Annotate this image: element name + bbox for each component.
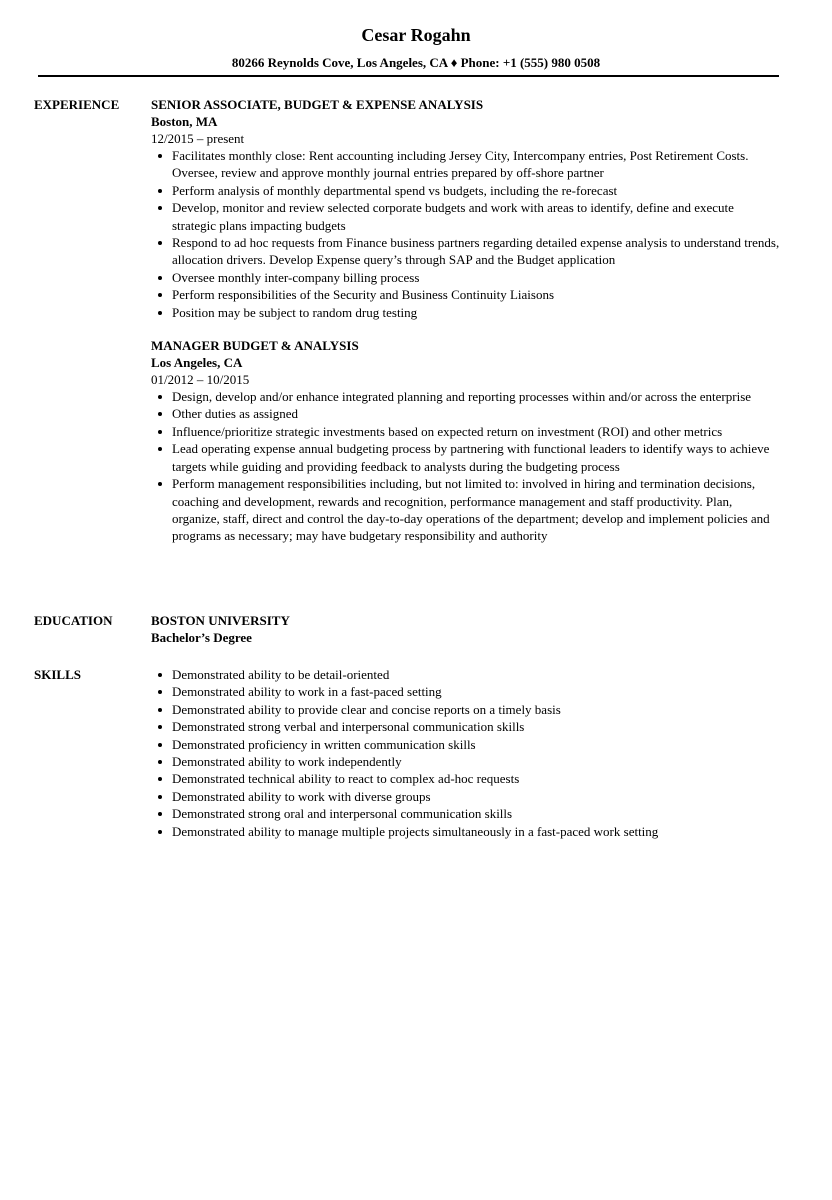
job-location: Boston, MA — [151, 114, 218, 129]
section-label-experience: EXPERIENCE — [34, 97, 120, 112]
section-label-skills: SKILLS — [34, 667, 81, 682]
contact-line: 80266 Reynolds Cove, Los Angeles, CA ♦ Phone: +1 (555) 980 0508 — [231, 55, 601, 70]
skill-item: Demonstrated technical ability to react to complex ad-hoc requests — [172, 770, 781, 787]
bullet-item: Perform analysis of monthly departmental spend vs budgets, including the re-forecast — [172, 182, 781, 199]
skill-item: Demonstrated ability to manage multiple projects simultaneously in a fast-paced work setting — [172, 823, 781, 840]
job-title: SENIOR ASSOCIATE, BUDGET & EXPENSE ANALYSIS — [151, 97, 484, 112]
bullet-item: Lead operating expense annual budgeting process by partnering with functional leaders to identify ways to achieve targets while guiding and providing feedback to analysts during the budgeting process — [172, 440, 781, 475]
job-entry — [151, 337, 781, 545]
job-title: MANAGER BUDGET & ANALYSIS — [151, 338, 359, 354]
skill-item: Demonstrated ability to be detail-oriented — [172, 666, 781, 683]
job-entry — [151, 96, 781, 321]
bullet-item: Respond to ad hoc requests from Finance business partners regarding detailed expense analysis to understand trends, allocation drivers. Develop Expense query’s through SAP and the Budget application — [172, 235, 780, 268]
skill-item: Demonstrated ability to work independently — [172, 753, 781, 770]
header-divider — [38, 75, 779, 77]
resume-header — [0, 24, 832, 71]
skills-list — [151, 666, 781, 840]
candidate-name: Cesar Rogahn — [361, 25, 471, 45]
skill-item: Demonstrated proficiency in written communication skills — [172, 736, 781, 753]
degree: Bachelor’s Degree — [151, 630, 252, 645]
bullet-item: Other duties as assigned — [172, 405, 781, 422]
bullet-item: Oversee monthly inter-company billing process — [172, 269, 781, 286]
school-name: BOSTON UNIVERSITY — [151, 613, 290, 628]
bullet-item: Design, develop and/or enhance integrated planning and reporting processes within and/or across the enterprise — [172, 388, 781, 405]
bullet-item: Influence/prioritize strategic investments based on expected return on investment (ROI) and other metrics — [172, 423, 781, 440]
skill-item: Demonstrated ability to work in a fast-paced setting — [172, 683, 781, 700]
education-body — [151, 612, 781, 646]
job-location: Los Angeles, CA — [151, 355, 243, 371]
bullet-item: Position may be subject to random drug testing — [172, 304, 781, 321]
job-dates: 12/2015 – present — [151, 131, 245, 146]
bullet-item: Develop, monitor and review selected corporate budgets and work with areas to identify, define and execute strategic plans impacting budgets — [172, 199, 781, 234]
skill-item: Demonstrated strong verbal and interpersonal communication skills — [172, 718, 781, 735]
bullet-item: Perform management responsibilities including, but not limited to: involved in hiring and termination decisions, coaching and development, rewards and recognition, performance management and staff productivity. Plan, organize, staff, direct and control the day-to-day operations of the department; develop and implement policies and programs as necessary; may have budgetary responsibility and authority — [172, 475, 781, 545]
job-dates: 01/2012 – 10/2015 — [151, 372, 250, 388]
section-label-education: EDUCATION — [34, 613, 113, 628]
experience-body — [151, 96, 781, 545]
skills-body — [151, 666, 781, 840]
skill-item: Demonstrated ability to work with diverse groups — [172, 788, 781, 805]
job-bullets — [151, 388, 781, 545]
skill-item: Demonstrated ability to provide clear and concise reports on a timely basis — [172, 701, 781, 718]
skill-item: Demonstrated strong oral and interpersonal communication skills — [172, 805, 781, 822]
bullet-item: Facilitates monthly close: Rent accounting including Jersey City, Intercompany entries, Post Retirement Costs. Oversee, review and approve monthly journal entries prepared by off-shore partner — [172, 147, 781, 182]
job-bullets — [151, 147, 781, 321]
bullet-item: Perform responsibilities of the Security and Business Continuity Liaisons — [172, 286, 781, 303]
